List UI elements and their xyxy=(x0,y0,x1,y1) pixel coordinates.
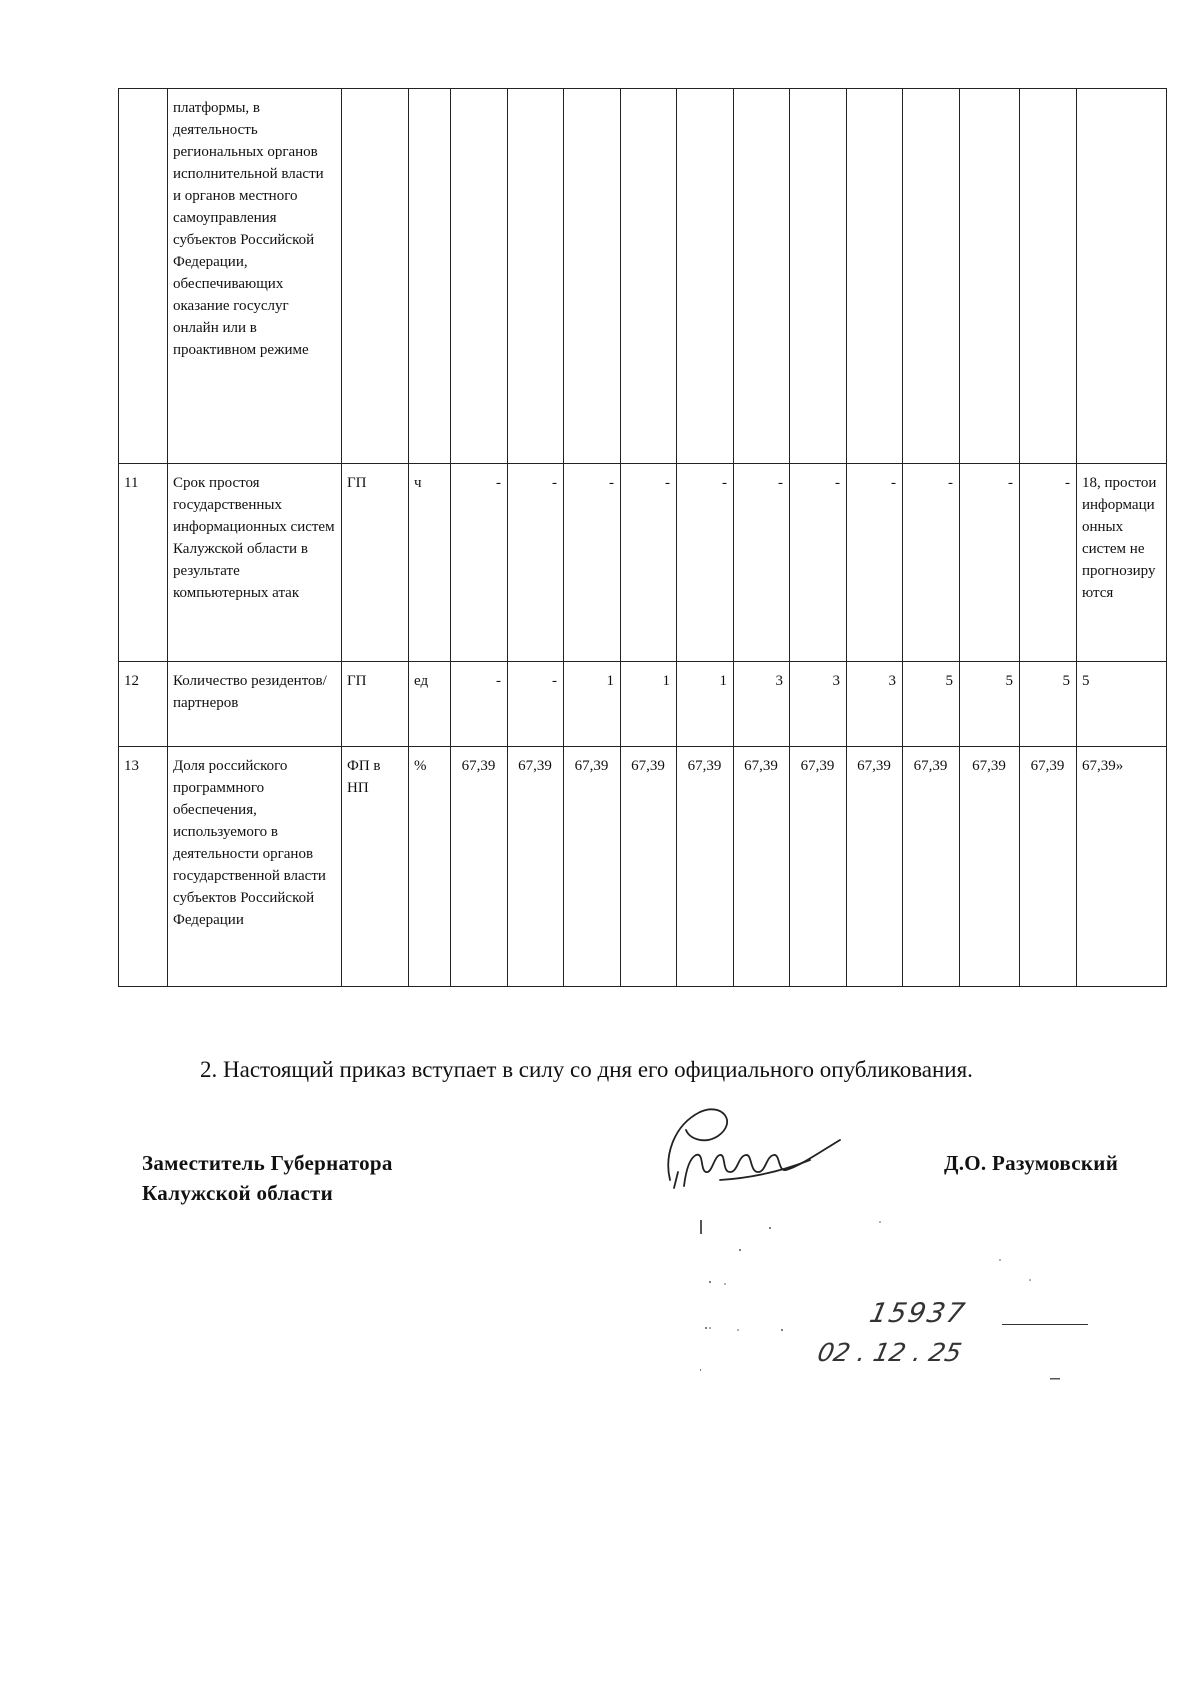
indicator-type xyxy=(342,89,409,464)
value-cell: - xyxy=(508,464,564,662)
value-cell xyxy=(734,89,790,464)
value-cell: 67,39 xyxy=(790,747,847,987)
value-cell: 5 xyxy=(903,662,960,747)
value-cell: 3 xyxy=(734,662,790,747)
signer-title-line: Калужской области xyxy=(142,1181,334,1205)
value-cell: - xyxy=(451,464,508,662)
row-number: 11 xyxy=(119,464,168,662)
clause-text: 2. Настоящий приказ вступает в силу со дня его официального опубликования. xyxy=(200,1057,973,1082)
value-cell: 67,39 xyxy=(1020,747,1077,987)
value-cell xyxy=(508,89,564,464)
table-row xyxy=(119,464,1167,662)
value-cell xyxy=(564,89,621,464)
signer-name: Д.О. Разумовский xyxy=(944,1151,1119,1175)
last-value-cell: 5 xyxy=(1077,662,1167,747)
value-cell: - xyxy=(1020,464,1077,662)
indicator-unit: ед xyxy=(409,662,451,747)
value-cell: 5 xyxy=(1020,662,1077,747)
value-cell: - xyxy=(960,464,1020,662)
value-cell xyxy=(903,89,960,464)
value-cell: - xyxy=(903,464,960,662)
value-cell: 67,39 xyxy=(847,747,903,987)
signer-title-line: Заместитель Губернатора xyxy=(142,1151,393,1175)
value-cell: 5 xyxy=(960,662,1020,747)
row-number: 13 xyxy=(119,747,168,987)
value-cell: - xyxy=(451,662,508,747)
value-cell: 1 xyxy=(621,662,677,747)
value-cell: 67,39 xyxy=(564,747,621,987)
registration-underline xyxy=(1002,1324,1088,1325)
table-row xyxy=(119,747,1167,987)
value-cell: - xyxy=(734,464,790,662)
last-value-cell: 67,39» xyxy=(1077,747,1167,987)
value-cell: 1 xyxy=(677,662,734,747)
value-cell xyxy=(1020,89,1077,464)
indicator-unit: % xyxy=(409,747,451,987)
value-cell: 67,39 xyxy=(621,747,677,987)
indicator-unit xyxy=(409,89,451,464)
indicator-name: платформы, в деятельность региональных органов исполнительной власти и органов местного самоуправления субъектов Российской Федерации, обеспечивающих оказание госуслуг онлайн или в проактивном режиме xyxy=(168,89,342,464)
value-cell: 67,39 xyxy=(508,747,564,987)
value-cell: 3 xyxy=(847,662,903,747)
table-row xyxy=(119,662,1167,747)
indicator-type: ФП в НП xyxy=(342,747,409,987)
indicator-unit: ч xyxy=(409,464,451,662)
value-cell: 67,39 xyxy=(677,747,734,987)
indicator-name: Доля российского программного обеспечения, используемого в деятельности органов государственной власти субъектов Российской Федерации xyxy=(168,747,342,987)
registration-date: 02 . 12 . 25 xyxy=(814,1338,965,1367)
value-cell: - xyxy=(677,464,734,662)
value-cell xyxy=(451,89,508,464)
value-cell: 67,39 xyxy=(734,747,790,987)
value-cell xyxy=(677,89,734,464)
value-cell: - xyxy=(790,464,847,662)
table-row xyxy=(119,89,1167,464)
value-cell xyxy=(790,89,847,464)
registration-number: 15937 xyxy=(866,1298,970,1329)
row-number: 12 xyxy=(119,662,168,747)
value-cell xyxy=(847,89,903,464)
handwritten-signature xyxy=(660,1100,860,1195)
value-cell: - xyxy=(621,464,677,662)
value-cell: 3 xyxy=(790,662,847,747)
value-cell: - xyxy=(508,662,564,747)
value-cell: 1 xyxy=(564,662,621,747)
row-number xyxy=(119,89,168,464)
value-cell: - xyxy=(564,464,621,662)
indicator-type: ГП xyxy=(342,464,409,662)
value-cell: 67,39 xyxy=(960,747,1020,987)
last-value-cell xyxy=(1077,89,1167,464)
last-value-cell: 18, простои информационных систем не прогнозируются xyxy=(1077,464,1167,662)
value-cell xyxy=(960,89,1020,464)
indicator-name: Количество резидентов/партнеров xyxy=(168,662,342,747)
signer-title xyxy=(142,1148,393,1208)
value-cell: 67,39 xyxy=(451,747,508,987)
value-cell: 67,39 xyxy=(903,747,960,987)
value-cell: - xyxy=(847,464,903,662)
indicators-table xyxy=(118,88,1167,987)
indicator-type: ГП xyxy=(342,662,409,747)
indicator-name: Срок простоя государственных информационных систем Калужской области в результате компьютерных атак xyxy=(168,464,342,662)
value-cell xyxy=(621,89,677,464)
